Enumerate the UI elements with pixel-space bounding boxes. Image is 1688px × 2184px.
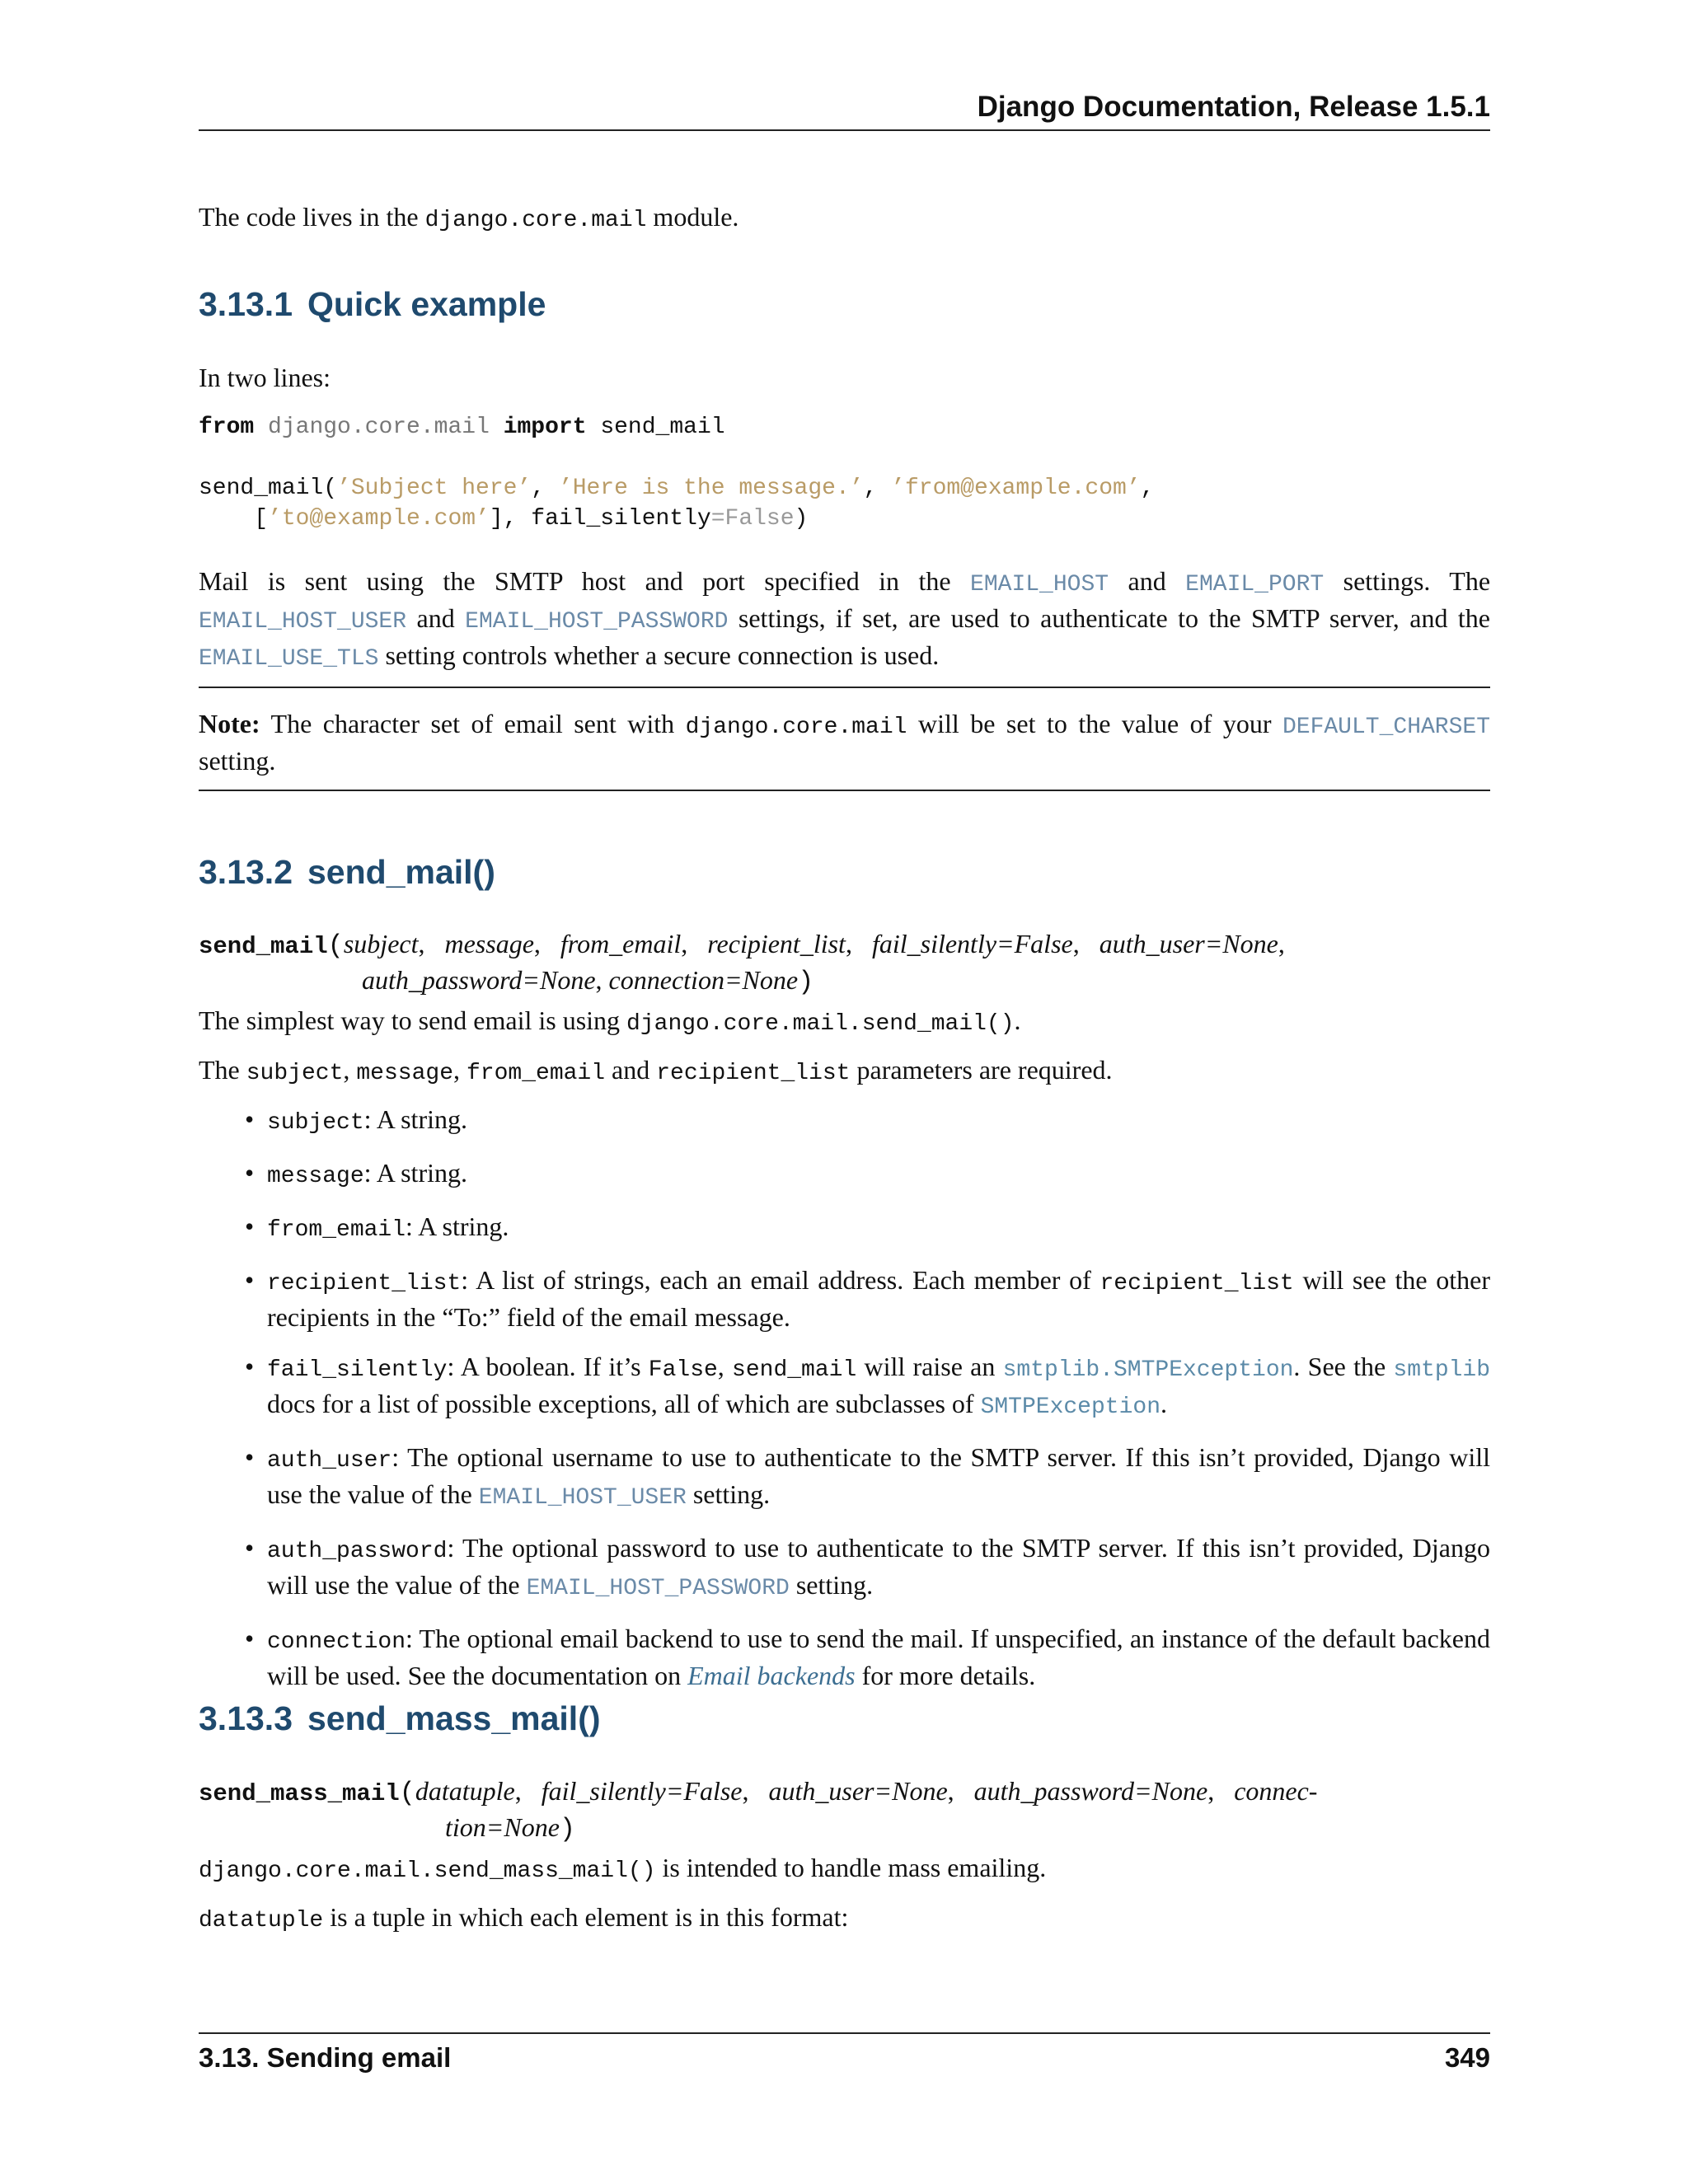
note-label: Note:	[199, 709, 260, 738]
setting-link[interactable]: EMAIL_HOST	[970, 572, 1109, 598]
text: ,	[717, 1352, 733, 1381]
text: : A list of strings, each an email address. Each member of	[461, 1265, 1100, 1295]
code-keyword: import	[503, 415, 587, 440]
param-code: from_email	[267, 1217, 406, 1243]
intro-text-end: module.	[646, 202, 739, 232]
section-title: send_mass_mail()	[307, 1699, 601, 1737]
param-code: auth_password	[267, 1539, 448, 1564]
code-string: ’from@example.com’	[891, 476, 1141, 501]
param: message	[444, 929, 534, 958]
list-item	[199, 1263, 1490, 1333]
text: settings, if set, are used to authenticate to the SMTP server, and the	[728, 603, 1491, 633]
text: settings. The	[1324, 566, 1491, 596]
setting-link[interactable]: EMAIL_HOST_PASSWORD	[526, 1576, 790, 1601]
text: : A string.	[363, 1158, 467, 1188]
code-string: ’Here is the message.’	[558, 476, 864, 501]
code-operator: =	[710, 506, 725, 532]
param-code: connection	[267, 1629, 406, 1655]
footer-rule	[199, 2032, 1490, 2034]
code-example	[199, 412, 1154, 534]
header-rule	[199, 129, 1490, 131]
code-punct: [	[199, 506, 269, 532]
param-code: recipient_list	[267, 1271, 462, 1296]
bullet: •	[245, 1265, 255, 1295]
datatuple-paragraph	[199, 1900, 1490, 1938]
list-item	[199, 1156, 1490, 1193]
list-item	[199, 1103, 1490, 1140]
intro-code: django.core.mail	[424, 208, 647, 233]
code-name: send_mail	[600, 415, 725, 440]
section-number: 3.13.2	[199, 853, 293, 891]
inline-code: send_mail	[732, 1357, 857, 1383]
param: auth_password=None	[973, 1776, 1208, 1806]
footer-section: 3.13. Sending email	[199, 2042, 452, 2073]
section-number: 3.13.1	[199, 285, 293, 323]
page-number: 349	[1444, 2042, 1490, 2073]
parameter-list	[199, 1103, 1490, 1708]
param: fail_silently=False	[871, 929, 1073, 958]
inline-code: message	[356, 1061, 453, 1086]
text: : The optional email backend to use to send the mail. If unspecified, an instance of the default backend will be used. See the documentation on	[267, 1624, 1490, 1690]
text: .	[1014, 1005, 1021, 1035]
code-string: ’Subject here’	[337, 476, 532, 501]
code-text: ], fail_silently	[489, 506, 711, 532]
inline-code: django.core.mail.send_mass_mail()	[199, 1858, 656, 1884]
param-code: fail_silently	[267, 1357, 448, 1383]
external-link[interactable]: smtplib	[1393, 1357, 1491, 1383]
text: The character set of email sent with	[260, 709, 686, 738]
text: for more details.	[855, 1661, 1036, 1690]
text: will be set to the value of your	[907, 709, 1282, 738]
list-item	[199, 1210, 1490, 1247]
note-top-rule	[199, 687, 1490, 688]
list-item	[199, 1531, 1490, 1605]
text: setting controls whether a secure connection is used.	[378, 640, 940, 670]
required-paragraph	[199, 1053, 1490, 1090]
paren: )	[559, 1814, 576, 1844]
param: auth_user=None	[768, 1776, 948, 1806]
paren: (	[327, 930, 344, 961]
text: and	[1109, 566, 1186, 596]
param: recipient_list	[707, 929, 846, 958]
text: .	[1160, 1389, 1167, 1418]
code-punct: ,	[531, 476, 559, 501]
bullet: •	[245, 1442, 255, 1472]
external-link[interactable]: smtplib.SMTPException	[1002, 1357, 1294, 1383]
list-item	[199, 1441, 1490, 1515]
text: docs for a list of possible exceptions, all of which are subclasses of	[267, 1389, 981, 1418]
code-punct: ,	[863, 476, 892, 501]
list-item	[199, 1350, 1490, 1424]
bullet: •	[245, 1104, 255, 1134]
list-item	[199, 1622, 1490, 1692]
inline-code: recipient_list	[656, 1061, 851, 1086]
bullet: •	[245, 1533, 255, 1563]
section-number: 3.13.3	[199, 1699, 293, 1737]
section-heading-send-mail	[199, 853, 495, 892]
param: datatuple	[415, 1776, 515, 1806]
external-link[interactable]: SMTPException	[980, 1394, 1160, 1420]
code-module: django.core.mail	[268, 415, 490, 440]
function-name: send_mass_mail	[199, 1780, 400, 1807]
inline-code: recipient_list	[1100, 1271, 1294, 1296]
running-header: Django Documentation, Release 1.5.1	[977, 91, 1490, 123]
doc-link[interactable]: Email backends	[687, 1661, 856, 1690]
text: : The optional password to use to authenticate to the SMTP server. If this isn’t provided, Django will use the value of the	[267, 1533, 1490, 1600]
text: : A string.	[406, 1212, 509, 1241]
section-title: send_mail()	[307, 853, 495, 891]
intro-text: The code lives in the	[199, 202, 425, 232]
note-code: django.core.mail	[685, 715, 907, 740]
param-code: auth_user	[267, 1448, 392, 1474]
text: is a tuple in which each element is in this format:	[323, 1902, 849, 1932]
text: : A string.	[363, 1104, 467, 1134]
text: : The optional username to use to authenticate to the SMTP server. If this isn’t provided, Django will use the value of the	[267, 1442, 1490, 1509]
paren: )	[798, 967, 814, 997]
mass-mail-paragraph	[199, 1851, 1490, 1888]
setting-link[interactable]: EMAIL_HOST_PASSWORD	[465, 609, 729, 635]
inline-code: datatuple	[199, 1908, 324, 1933]
param: from_email	[560, 929, 682, 958]
code-punct: )	[794, 506, 809, 532]
text: . See the	[1293, 1352, 1394, 1381]
param: auth_user=None	[1099, 929, 1278, 958]
text: will raise an	[856, 1352, 1003, 1381]
param: connection=None	[608, 965, 799, 995]
param: connec-	[1234, 1776, 1318, 1806]
note-bottom-rule	[199, 790, 1490, 791]
inline-code: subject	[246, 1061, 344, 1086]
section-title: Quick example	[307, 285, 546, 323]
smtp-paragraph	[199, 565, 1490, 676]
function-name: send_mail	[199, 933, 328, 960]
param: tion=None	[445, 1812, 560, 1842]
setting-link[interactable]: DEFAULT_CHARSET	[1282, 715, 1491, 740]
send-mass-mail-signature: send_mass_mail(datatuple, fail_silently=False, auth_user=None, auth_password=None, connec- tion=None)	[199, 1776, 1318, 1844]
code-constant: False	[724, 506, 795, 532]
text: The	[199, 1055, 246, 1085]
text: : A boolean. If it’s	[447, 1352, 649, 1381]
bullet: •	[245, 1624, 255, 1653]
code-keyword: from	[199, 415, 255, 440]
text: The simplest way to send email is using	[199, 1005, 627, 1035]
bullet: •	[245, 1352, 255, 1381]
note-box	[199, 707, 1490, 777]
text: and	[406, 603, 466, 633]
inline-code: False	[648, 1357, 718, 1383]
lead-paragraph: In two lines:	[199, 363, 331, 392]
code-string: ’to@example.com’	[268, 506, 490, 532]
param-code: subject	[267, 1110, 364, 1136]
inline-code: django.core.mail.send_mail()	[626, 1011, 1015, 1037]
text: will see the other recipients in the “To:” field of the email message.	[267, 1265, 1491, 1332]
text: setting.	[199, 746, 276, 776]
code-punct: ,	[1140, 476, 1155, 501]
bullet: •	[245, 1158, 255, 1188]
setting-link[interactable]: EMAIL_HOST_USER	[478, 1485, 687, 1511]
send-mail-signature: send_mail(subject, message, from_email, recipient_list, fail_silently=False, auth_user=None, auth_password=None, connection=None)	[199, 929, 1285, 997]
simplest-paragraph	[199, 1004, 1490, 1041]
text: ,	[343, 1055, 357, 1085]
text: and	[605, 1055, 657, 1085]
setting-link[interactable]: EMAIL_PORT	[1185, 572, 1325, 598]
text: is intended to handle mass emailing.	[655, 1853, 1047, 1882]
section-heading-quick-example	[199, 285, 546, 324]
text: setting.	[789, 1570, 874, 1600]
text: ,	[453, 1055, 467, 1085]
param: fail_silently=False	[541, 1776, 743, 1806]
text: parameters are required.	[850, 1055, 1113, 1085]
inline-code: from_email	[467, 1061, 606, 1086]
param: subject	[343, 929, 419, 958]
setting-link[interactable]: EMAIL_USE_TLS	[199, 646, 379, 672]
setting-link[interactable]: EMAIL_HOST_USER	[199, 609, 407, 635]
intro-paragraph	[199, 200, 1490, 237]
section-heading-send-mass-mail	[199, 1699, 601, 1738]
param-code: message	[267, 1164, 364, 1189]
paren: (	[399, 1778, 415, 1808]
bullet: •	[245, 1212, 255, 1241]
text: setting.	[686, 1479, 771, 1509]
code-call: send_mail(	[199, 476, 338, 501]
param: auth_password=None	[362, 965, 596, 995]
text: Mail is sent using the SMTP host and port specified in the	[199, 566, 971, 596]
